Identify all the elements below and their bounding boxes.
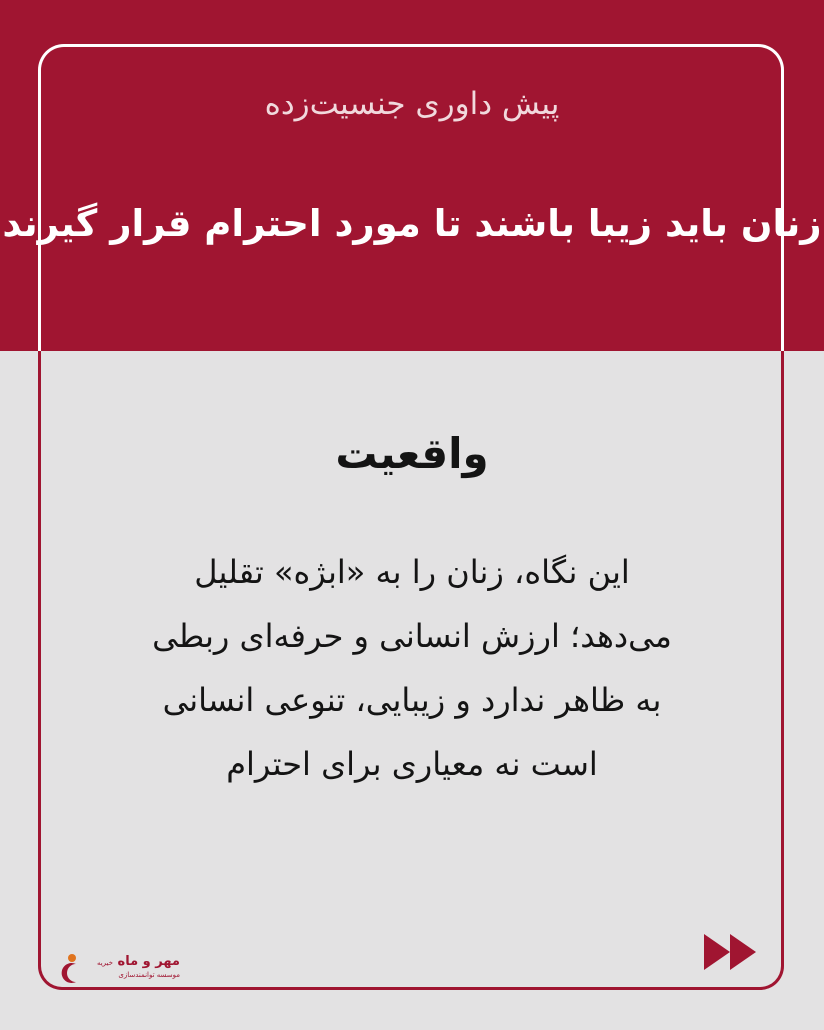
brand-logo — [60, 950, 182, 990]
subtitle: پیش داوری جنسیت‌زده — [264, 86, 560, 122]
logo-tagline: موسسه توانمندسازی — [118, 971, 180, 979]
reality-line: می‌دهد؛ ارزش انسانی و حرفه‌ای ربطی — [152, 617, 672, 655]
reality-line: به ظاهر ندارد و زیبایی، تنوعی انسانی — [162, 681, 662, 719]
fast-forward-icon[interactable] — [704, 934, 758, 970]
logo-name-suffix: خیریه — [96, 959, 113, 967]
logo-name-text: مهر و ماه — [117, 954, 180, 969]
reality-line: است نه معیاری برای احترام — [226, 745, 598, 783]
logo-name — [84, 954, 180, 971]
reality-line: این نگاه، زنان را به «ابژه» تقلیل — [194, 553, 630, 591]
myth-statement: زنان باید زیبا باشند تا مورد احترام قرار گیرند — [2, 202, 822, 245]
reality-heading: واقعیت — [335, 429, 489, 478]
logo-mark-icon — [60, 952, 82, 984]
reality-body — [130, 540, 694, 796]
